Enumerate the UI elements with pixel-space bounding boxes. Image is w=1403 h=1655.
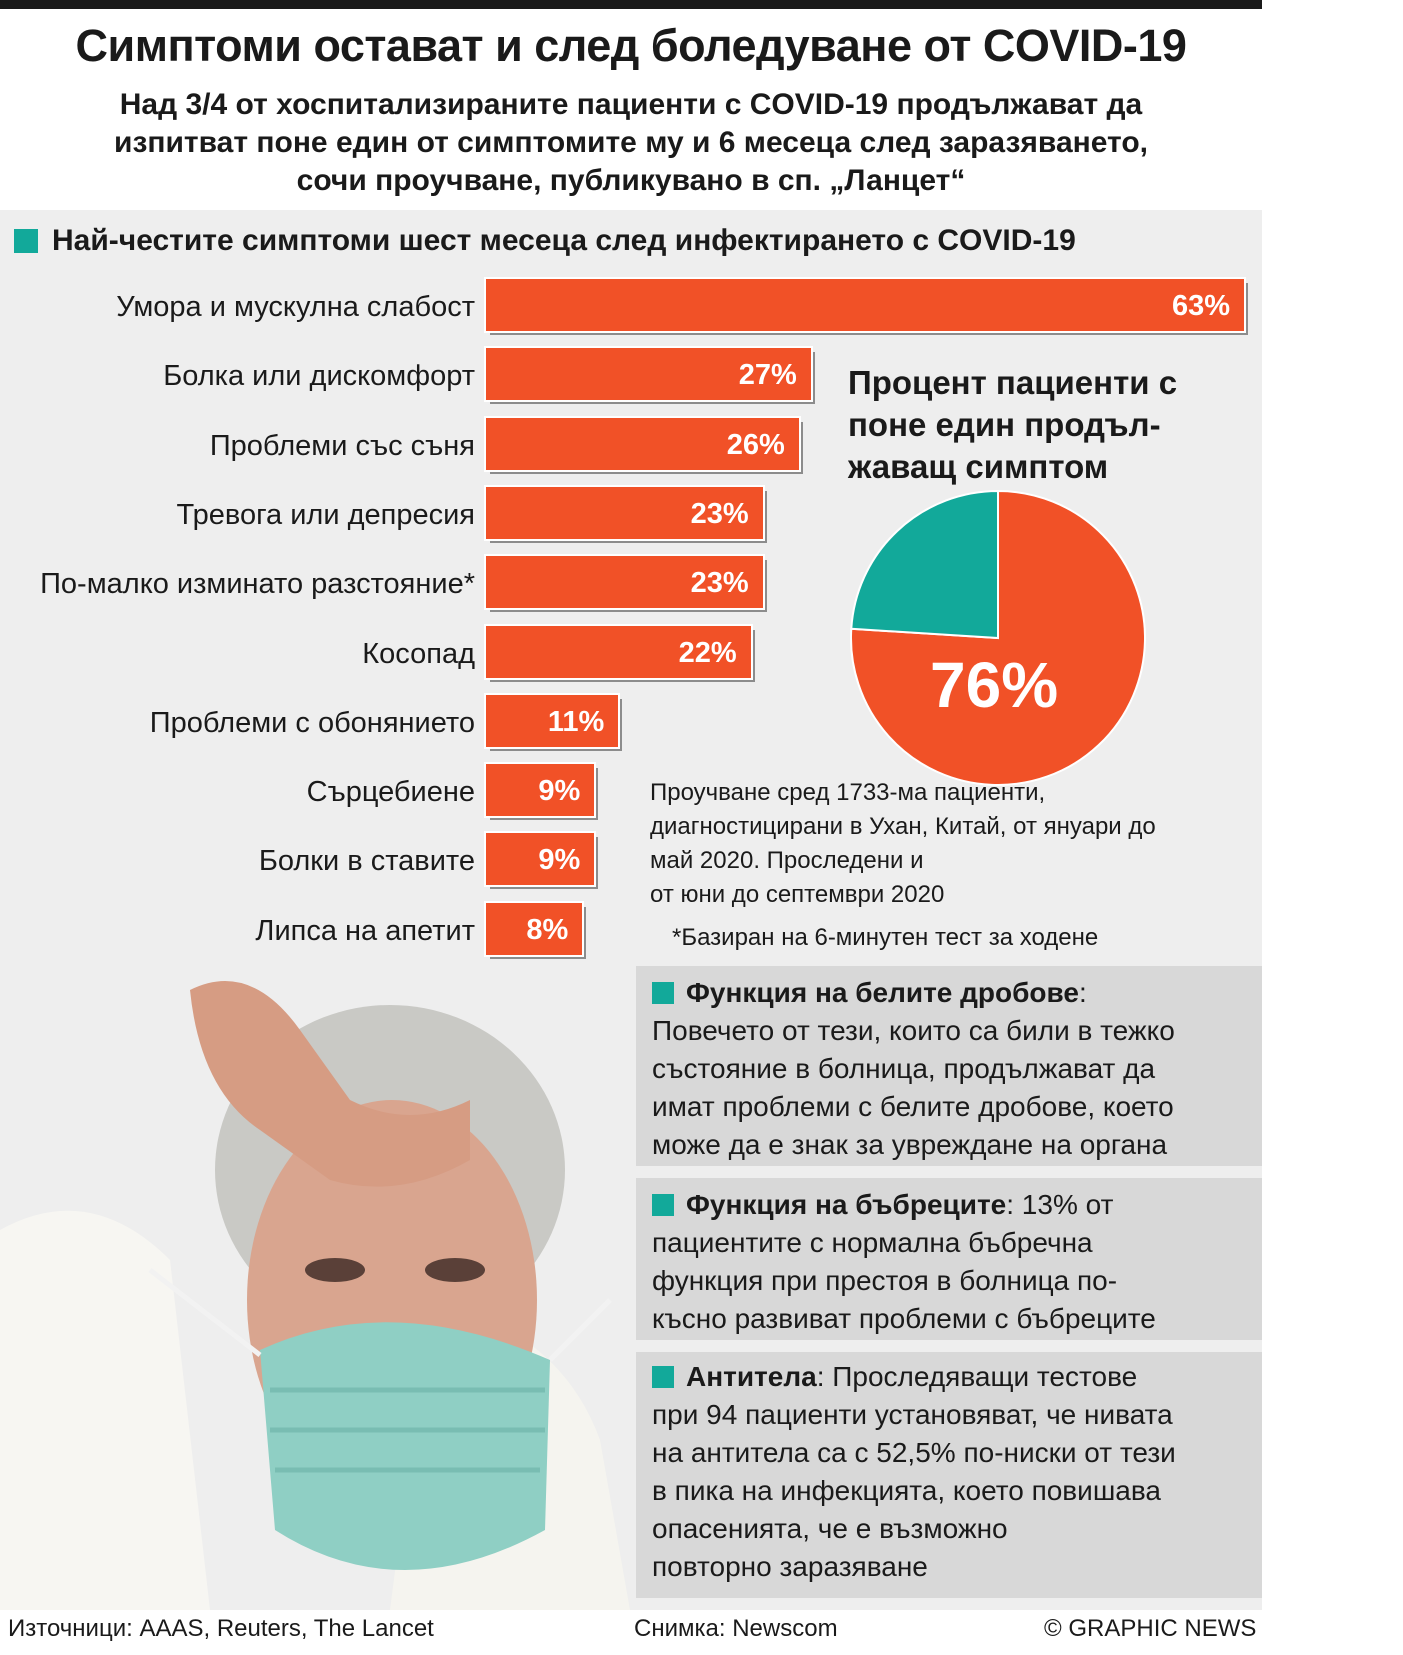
kidneys-heading: Функция на бъбреците	[686, 1189, 1007, 1220]
patient-photo	[0, 970, 630, 1610]
antibodies-line-4: опасенията, че е възможно	[652, 1513, 1008, 1544]
kidneys-heading-row	[652, 1186, 1156, 1224]
kidneys-first-line: : 13% от	[1006, 1189, 1114, 1220]
teal-square-icon	[652, 1194, 674, 1216]
bar	[486, 348, 811, 400]
bar-value-label: 26%	[726, 428, 785, 461]
antibodies-heading-row	[652, 1358, 1176, 1396]
bar	[486, 764, 594, 816]
bar-category-label: Умора и мускулна слабост	[116, 291, 475, 323]
subtitle-line-2: изпитват поне един от симптомите му и 6 месеца след заразяването,	[114, 126, 1148, 159]
bar	[486, 695, 618, 747]
bar-value-label: 63%	[1171, 290, 1230, 322]
study-note	[650, 776, 1262, 912]
kidneys-info-text	[652, 1186, 1156, 1338]
bar-value-label: 22%	[678, 636, 737, 669]
teal-square-icon	[652, 982, 674, 1004]
bar-value-label: 23%	[690, 497, 749, 530]
kidneys-line-1: пациентите с нормална бъбречна	[652, 1227, 1093, 1258]
bar-category-label: По-малко изминато разстояние*	[40, 568, 475, 601]
bar-category-label: Болка или дискомфорт	[163, 360, 475, 393]
lungs-heading: Функция на белите дробове	[686, 977, 1079, 1008]
kidneys-line-2: функция при престоя в болница по-	[652, 1265, 1118, 1296]
lungs-line-2: състояние в болница, продължават да	[652, 1053, 1156, 1084]
bar-value-label: 9%	[538, 775, 581, 808]
pie-value-label: 76%	[930, 649, 1059, 721]
antibodies-line-1: при 94 пациенти установяват, че нивата	[652, 1399, 1173, 1430]
pie-title-line-1: Процент пациенти с	[848, 364, 1178, 401]
study-note-line-2: диагностицирани в Ухан, Китай, от януари до	[650, 813, 1156, 840]
page-subtitle	[0, 86, 1262, 200]
lungs-info-text	[652, 974, 1175, 1164]
bar	[486, 903, 582, 955]
antibodies-info-box	[636, 1352, 1262, 1598]
bar-category-label: Липса на апетит	[255, 914, 475, 947]
study-note-line-3: май 2020. Проследени и	[650, 847, 924, 874]
pie-chart	[848, 488, 1148, 788]
antibodies-line-2: на антитела са с 52,5% по-ниски от тези	[652, 1437, 1176, 1468]
bar-category-label: Проблеми със съня	[209, 429, 475, 462]
lungs-line-1: Повечето от тези, които са били в тежко	[652, 1015, 1175, 1046]
bar	[486, 833, 594, 885]
lungs-line-4: може да е знак за увреждане на органа	[652, 1129, 1168, 1160]
bar-row	[0, 279, 1262, 331]
antibodies-line-5: повторно заразяване	[652, 1551, 928, 1582]
pie-svg	[848, 488, 1148, 788]
teal-square-icon	[652, 1366, 674, 1388]
study-note-line-1: Проучване сред 1733-ма пациенти,	[650, 779, 1046, 806]
lungs-heading-row	[652, 974, 1175, 1012]
pie-chart-title	[848, 362, 1177, 488]
antibodies-heading: Антитела	[686, 1361, 817, 1392]
bar-category-label: Косопад	[362, 637, 475, 670]
subtitle-line-3: сочи проучване, публикувано в сп. „Ланцет“	[296, 164, 966, 197]
page-title: Симптоми остават и след боледуване от COVID-19	[75, 20, 1187, 71]
bar	[486, 487, 763, 539]
bar-category-label: Тревога или депресия	[176, 498, 475, 531]
subtitle-line-1: Над 3/4 от хоспитализираните пациенти с COVID-19 продължават да	[119, 88, 1143, 121]
footnote: *Базиран на 6-минутен тест за ходене	[672, 924, 1099, 951]
lungs-line-3: имат проблеми с белите дробове, което	[652, 1091, 1174, 1122]
bar-category-label: Болки в ставите	[258, 845, 475, 878]
bar	[486, 279, 1244, 331]
teal-square-icon	[14, 229, 38, 253]
agency-credit: © GRAPHIC NEWS	[1044, 1615, 1257, 1642]
photo-credit: Снимка: Newscom	[634, 1615, 838, 1642]
bar	[486, 418, 799, 470]
bar-chart-title: Най-честите симптоми шест месеца след инфектирането с COVID-19	[52, 224, 1076, 257]
antibodies-line-3: в пика на инфекцията, което повишава	[652, 1475, 1161, 1506]
bar-value-label: 8%	[526, 913, 569, 946]
antibodies-first-line: : Проследяващи тестове	[816, 1361, 1138, 1392]
top-rule	[0, 0, 1262, 9]
bar-value-label: 9%	[538, 844, 581, 877]
bar-value-label: 11%	[547, 705, 605, 738]
study-note-line-4: от юни до септември 2020	[650, 881, 945, 908]
lungs-colon: :	[1078, 977, 1087, 1008]
sources: Източници: AAAS, Reuters, The Lancet	[8, 1615, 434, 1642]
pie-title-line-3: жаващ симптом	[848, 448, 1109, 485]
bar	[486, 556, 763, 608]
bar-value-label: 23%	[690, 567, 749, 600]
pie-slice-other	[851, 491, 998, 638]
kidneys-line-3: късно развиват проблеми с бъбреците	[652, 1303, 1156, 1334]
antibodies-info-text	[652, 1358, 1176, 1586]
pie-title-line-2: поне един продъл-	[848, 406, 1161, 443]
kidneys-info-box	[636, 1178, 1262, 1340]
bar-category-label: Сърцебиене	[306, 776, 475, 809]
lungs-info-box	[636, 966, 1262, 1166]
bar-chart-heading	[14, 224, 1076, 258]
bar-value-label: 27%	[738, 359, 797, 392]
patient-illustration	[0, 970, 630, 1610]
bar	[486, 626, 751, 678]
bar-category-label: Проблеми с обонянието	[149, 706, 475, 739]
